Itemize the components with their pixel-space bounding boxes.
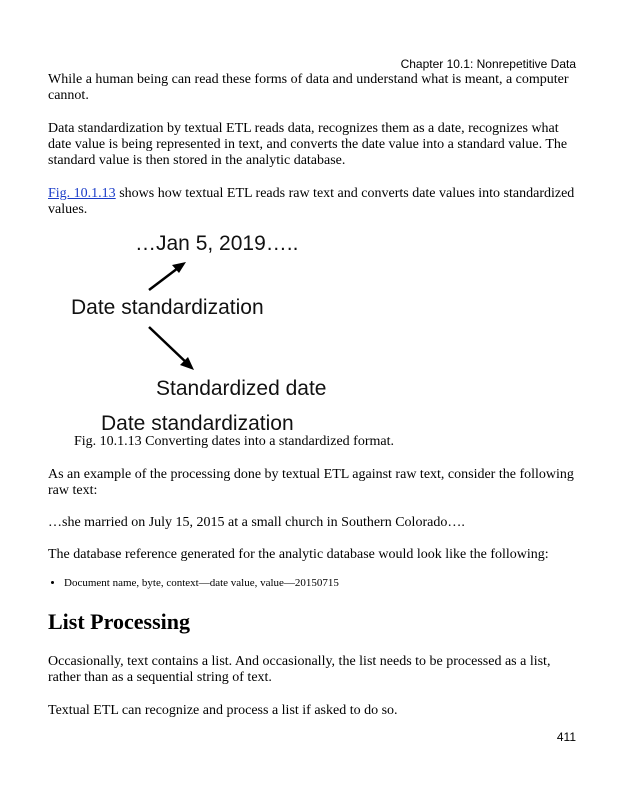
list-item: • Document name, byte, context—date value, value—20150715	[64, 577, 578, 590]
chapter-header: Chapter 10.1: Nonrepetitive Data	[400, 57, 576, 71]
section-heading: List Processing	[48, 609, 190, 634]
arrow-down-right-icon	[142, 322, 202, 374]
paragraph-text-rest: shows how textual ETL reads raw text and converts date values into standardized values.	[48, 186, 575, 217]
paragraph-text: The database reference generated for the analytic database would look like the following:	[48, 547, 549, 562]
paragraph-text: As an example of the processing done by textual ETL against raw text, consider the following raw text:	[48, 467, 574, 498]
paragraph-list-capability	[48, 703, 578, 719]
figure-title: Date standardization	[101, 412, 294, 435]
paragraph-text: Occasionally, text contains a list. And occasionally, the list needs to be processed as a list, rather than as a sequential string of text.	[48, 654, 551, 685]
paragraph-database-reference	[48, 547, 578, 563]
bullet-list	[48, 577, 578, 590]
paragraph-raw-text-example	[48, 515, 578, 531]
paragraph-text	[48, 186, 578, 218]
figure-caption: Fig. 10.1.13 Converting dates into a standardized format.	[74, 434, 394, 449]
figure-process-label: Date standardization	[71, 296, 264, 319]
paragraph-human-vs-computer	[48, 72, 578, 104]
paragraph-text: While a human being can read these forms of data and understand what is meant, a computer cannot.	[48, 72, 569, 103]
paragraph-text: Data standardization by textual ETL reads data, recognizes them as a date, recognizes what date value is being represented in text, and converts the date value into a standard value. The standard value is then stored in the analytic database.	[48, 121, 568, 168]
paragraph-figure-reference	[48, 186, 578, 218]
paragraph-data-standardization	[48, 121, 578, 169]
figure-raw-date-text: …Jan 5, 2019…..	[135, 232, 299, 255]
paragraph-list-intro	[48, 654, 578, 686]
paragraph-example-intro	[48, 467, 578, 499]
paragraph-text: …she married on July 15, 2015 at a small church in Southern Colorado….	[48, 515, 465, 530]
figure-output-label: Standardized date	[156, 377, 327, 400]
arrow-up-right-icon	[140, 255, 200, 295]
paragraph-text: Textual ETL can recognize and process a list if asked to do so.	[48, 703, 398, 718]
figure-link[interactable]: Fig. 10.1.13	[48, 186, 116, 201]
page-number: 411	[556, 730, 576, 744]
